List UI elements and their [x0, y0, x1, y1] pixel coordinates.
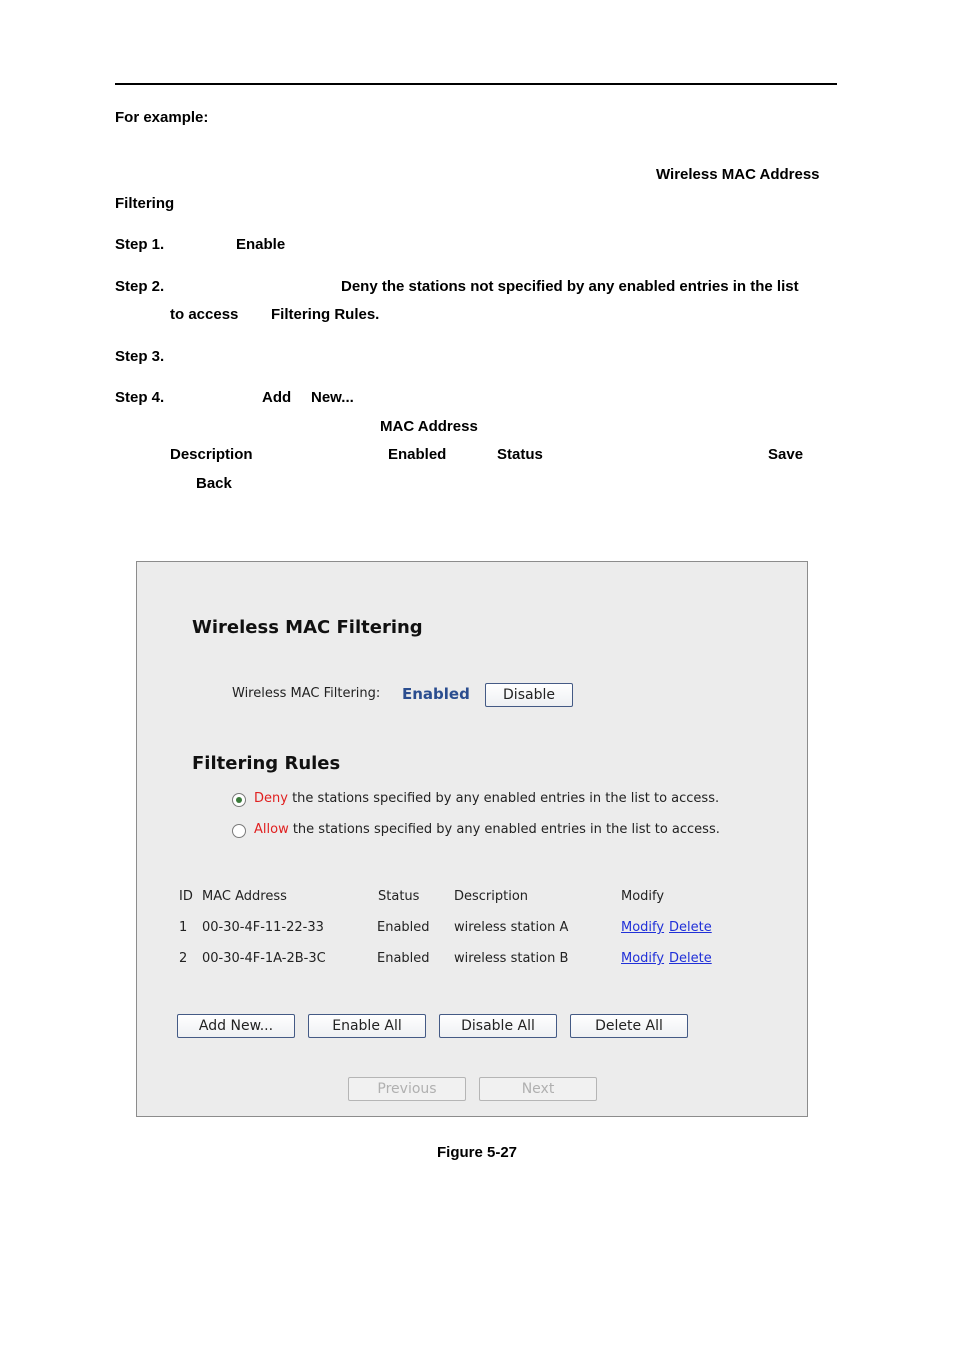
row-description: wireless station A	[454, 920, 569, 935]
step2-keyword-rules: Filtering Rules.	[271, 306, 380, 323]
step4-new: New...	[311, 389, 354, 406]
next-button[interactable]: Next	[479, 1077, 597, 1101]
page-title: Wireless MAC Filtering	[192, 617, 423, 638]
col-header-description: Description	[454, 889, 529, 904]
filter-status-value: Enabled	[402, 685, 470, 703]
para1-keyword-cont: Filtering	[115, 195, 175, 212]
row-status: Enabled	[377, 951, 430, 966]
disable-button[interactable]: Disable	[485, 683, 573, 707]
deny-rule-text	[254, 791, 719, 806]
step1-label: Step 1.	[115, 236, 165, 253]
row-status: Enabled	[377, 920, 430, 935]
allow-rule-text	[254, 822, 720, 837]
step4-save: Save	[768, 446, 804, 463]
step2-label: Step 2.	[115, 278, 165, 295]
step4-status: Status	[497, 446, 543, 463]
row-mac: 00-30-4F-11-22-33	[202, 920, 324, 935]
row-modify-link[interactable]: Modify	[621, 951, 665, 966]
step3-label: Step 3.	[115, 348, 165, 365]
row-delete-link[interactable]: Delete	[669, 951, 712, 966]
row-modify-link[interactable]: Modify	[621, 920, 665, 935]
step4-label: Step 4.	[115, 389, 165, 406]
row-description: wireless station B	[454, 951, 569, 966]
enable-all-button[interactable]: Enable All	[308, 1014, 426, 1038]
figure-caption: Figure 5-27	[436, 1144, 518, 1161]
row-delete-link[interactable]: Delete	[669, 920, 712, 935]
col-header-id: ID	[179, 889, 193, 904]
disable-all-button[interactable]: Disable All	[439, 1014, 557, 1038]
step1-keyword: Enable	[236, 236, 286, 253]
deny-keyword: Deny	[254, 791, 288, 806]
allow-radio[interactable]	[232, 824, 246, 838]
delete-all-button[interactable]: Delete All	[570, 1014, 688, 1038]
deny-radio[interactable]	[232, 793, 246, 807]
filter-status-label: Wireless MAC Filtering:	[232, 686, 381, 701]
step2-keyword-cont: to access	[170, 306, 239, 323]
step4-back: Back	[196, 475, 232, 492]
step2-keyword: Deny the stations not specified by any enabled entries in the list	[341, 278, 799, 295]
add-new-button[interactable]: Add New...	[177, 1014, 295, 1038]
col-header-modify: Modify	[621, 889, 665, 904]
allow-rule-desc: the stations specified by any enabled entries in the list to access.	[288, 822, 720, 837]
col-header-status: Status	[378, 889, 420, 904]
row-id: 2	[179, 951, 188, 966]
step4-mac: MAC Address	[380, 418, 478, 435]
intro-text: For example:	[115, 109, 209, 126]
radio-selected-dot	[236, 797, 242, 803]
allow-keyword: Allow	[254, 822, 289, 837]
col-header-mac: MAC Address	[202, 889, 287, 904]
step4-add: Add	[262, 389, 292, 406]
wireless-mac-filtering-screenshot	[136, 561, 808, 1117]
step4-enabled: Enabled	[388, 446, 447, 463]
row-mac: 00-30-4F-1A-2B-3C	[202, 951, 326, 966]
para1-keyword: Wireless MAC Address	[656, 166, 820, 183]
step4-description: Description	[170, 446, 253, 463]
header-rule	[115, 83, 837, 85]
deny-rule-desc: the stations specified by any enabled entries in the list to access.	[287, 791, 720, 806]
filtering-rules-title: Filtering Rules	[192, 753, 341, 774]
row-id: 1	[179, 920, 188, 935]
previous-button[interactable]: Previous	[348, 1077, 466, 1101]
